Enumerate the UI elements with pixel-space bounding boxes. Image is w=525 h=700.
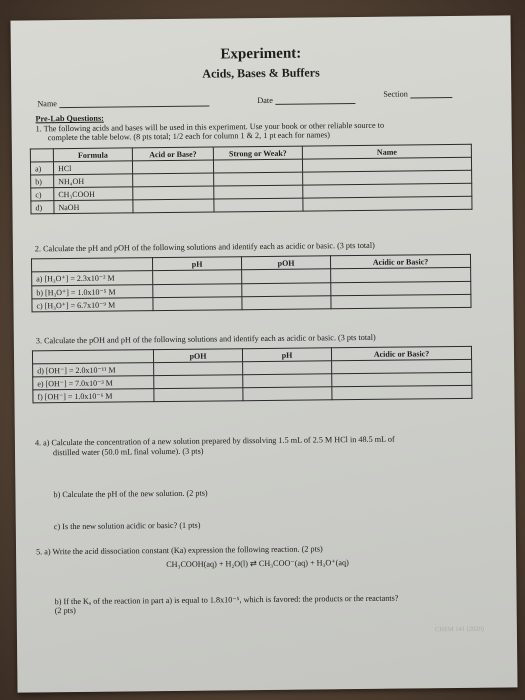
- table1-header-name: Name: [302, 144, 471, 159]
- section-field[interactable]: [383, 89, 452, 99]
- table2-header-ph: pH: [152, 257, 241, 271]
- q4c-text: c) Is the new solution acidic or basic? (1 pts): [53, 520, 201, 532]
- answer-cell[interactable]: [153, 270, 242, 285]
- answer-cell[interactable]: [132, 160, 213, 174]
- q2-text: 2. Calculate the pH and pOH of the following solutions and identify each as acidic or basic. (3 pts total): [34, 240, 375, 254]
- date-field[interactable]: [257, 95, 355, 105]
- table1-header-acid-base: Acid or Base?: [132, 147, 213, 161]
- prelab-heading: Pre-Lab Questions:: [35, 113, 104, 124]
- answer-cell[interactable]: [154, 375, 243, 389]
- q5b-line1: b) If the Kₐ of the reaction in part a) is equal to 1.8x10⁻⁵, which is favored: the products or the reactants?: [54, 593, 399, 607]
- worksheet-page: [10, 15, 517, 692]
- row-label: f) [OH⁻] = 1.0x10⁻⁶ M: [33, 389, 154, 403]
- answer-cell[interactable]: [242, 283, 331, 297]
- section-label: Section: [383, 89, 408, 99]
- answer-cell[interactable]: [213, 159, 302, 173]
- name-field[interactable]: [37, 98, 209, 109]
- table2-header-poh: pOH: [241, 256, 330, 270]
- table3-header-poh: pOH: [153, 349, 242, 363]
- table3-header-ph: pH: [242, 348, 331, 362]
- formula-cell: CH₃COOH: [54, 187, 133, 201]
- row-label: c): [31, 188, 54, 201]
- answer-cell[interactable]: [243, 361, 332, 375]
- table1-header-strong-weak: Strong or Weak?: [213, 146, 302, 160]
- q4a-line2: distilled water (50.0 mL final volume). (3 pts): [52, 446, 204, 458]
- formula-cell: NaOH: [54, 200, 133, 214]
- answer-cell[interactable]: [243, 387, 332, 401]
- answer-cell[interactable]: [242, 296, 331, 310]
- section-blank[interactable]: [410, 89, 452, 98]
- answer-cell[interactable]: [331, 294, 471, 308]
- table2-header-acidic-basic: Acidic or Basic?: [330, 254, 470, 268]
- answer-cell[interactable]: [154, 362, 243, 376]
- page-subtitle: Acids, Bases & Buffers: [202, 65, 320, 81]
- q5-reaction: CH₃COOH(aq) + H₂O(l) ⇄ CH₃COO⁻(aq) + H₃O⁺(aq): [166, 558, 349, 570]
- row-label: a) [H₃O⁺] = 2.3x10⁻² M: [32, 271, 153, 286]
- q5a-text: 5. a) Write the acid dissociation constant (Ka) expression the following reaction. (2 pts): [36, 544, 323, 557]
- formula-cell: HCl: [53, 161, 132, 175]
- q4a-line1: 4. a) Calculate the concentration of a new solution prepared by dissolving 1.5 mL of 2.5 M HCl in 48.5 mL of: [34, 434, 395, 448]
- table-acids-bases: [30, 144, 473, 215]
- answer-cell[interactable]: [153, 284, 242, 298]
- answer-cell[interactable]: [214, 172, 303, 186]
- q5b-line2: (2 pts): [54, 605, 76, 616]
- row-label: b) [H₃O⁺] = 1.0x10⁻⁵ M: [32, 285, 153, 299]
- answer-cell[interactable]: [242, 269, 331, 284]
- name-label: Name: [37, 99, 57, 109]
- q1-line2: complete the table below. (8 pts total; 1/2 each for column 1 & 2, 1 pt each for names): [47, 130, 331, 143]
- page-title: Experiment:: [220, 45, 302, 63]
- answer-cell[interactable]: [154, 388, 243, 402]
- answer-cell[interactable]: [133, 186, 214, 200]
- table-poh-ph: [32, 346, 473, 404]
- q3-text: 3. Calculate the pOH and pH of the following solutions and identify each as acidic or basic. (3 pts total): [35, 332, 376, 346]
- answer-cell[interactable]: [133, 199, 214, 213]
- answer-cell[interactable]: [331, 267, 471, 282]
- date-blank[interactable]: [275, 95, 355, 105]
- q1-line1: 1. The following acids and bases will be used in this experiment. Use your book or other reliable source to: [35, 120, 385, 134]
- q4b-text: b) Calculate the pH of the new solution. (2 pts): [53, 488, 208, 500]
- row-label: e) [OH⁻] = 7.0x10⁻³ M: [33, 376, 154, 390]
- row-label: c) [H₃O⁺] = 6.7x10⁻⁹ M: [32, 298, 153, 312]
- name-blank[interactable]: [59, 98, 209, 109]
- date-label: Date: [257, 95, 273, 106]
- answer-cell[interactable]: [133, 173, 214, 187]
- row-label: a): [30, 162, 53, 175]
- answer-cell[interactable]: [303, 196, 472, 211]
- table3-header-acidic-basic: Acidic or Basic?: [331, 346, 471, 360]
- table-ph-poh: [31, 254, 472, 313]
- row-label: d) [OH⁻] = 2.0x10⁻¹¹ M: [33, 363, 154, 377]
- table1-header-formula: Formula: [53, 148, 132, 162]
- answer-cell[interactable]: [214, 198, 303, 212]
- footer-course: CHEM 141 (2020): [434, 625, 485, 634]
- answer-cell[interactable]: [332, 385, 472, 399]
- answer-cell[interactable]: [243, 374, 332, 388]
- formula-cell: NH₄OH: [54, 174, 133, 188]
- row-label: b): [31, 175, 54, 188]
- answer-cell[interactable]: [214, 185, 303, 199]
- answer-cell[interactable]: [153, 297, 242, 311]
- row-label: d): [31, 201, 54, 214]
